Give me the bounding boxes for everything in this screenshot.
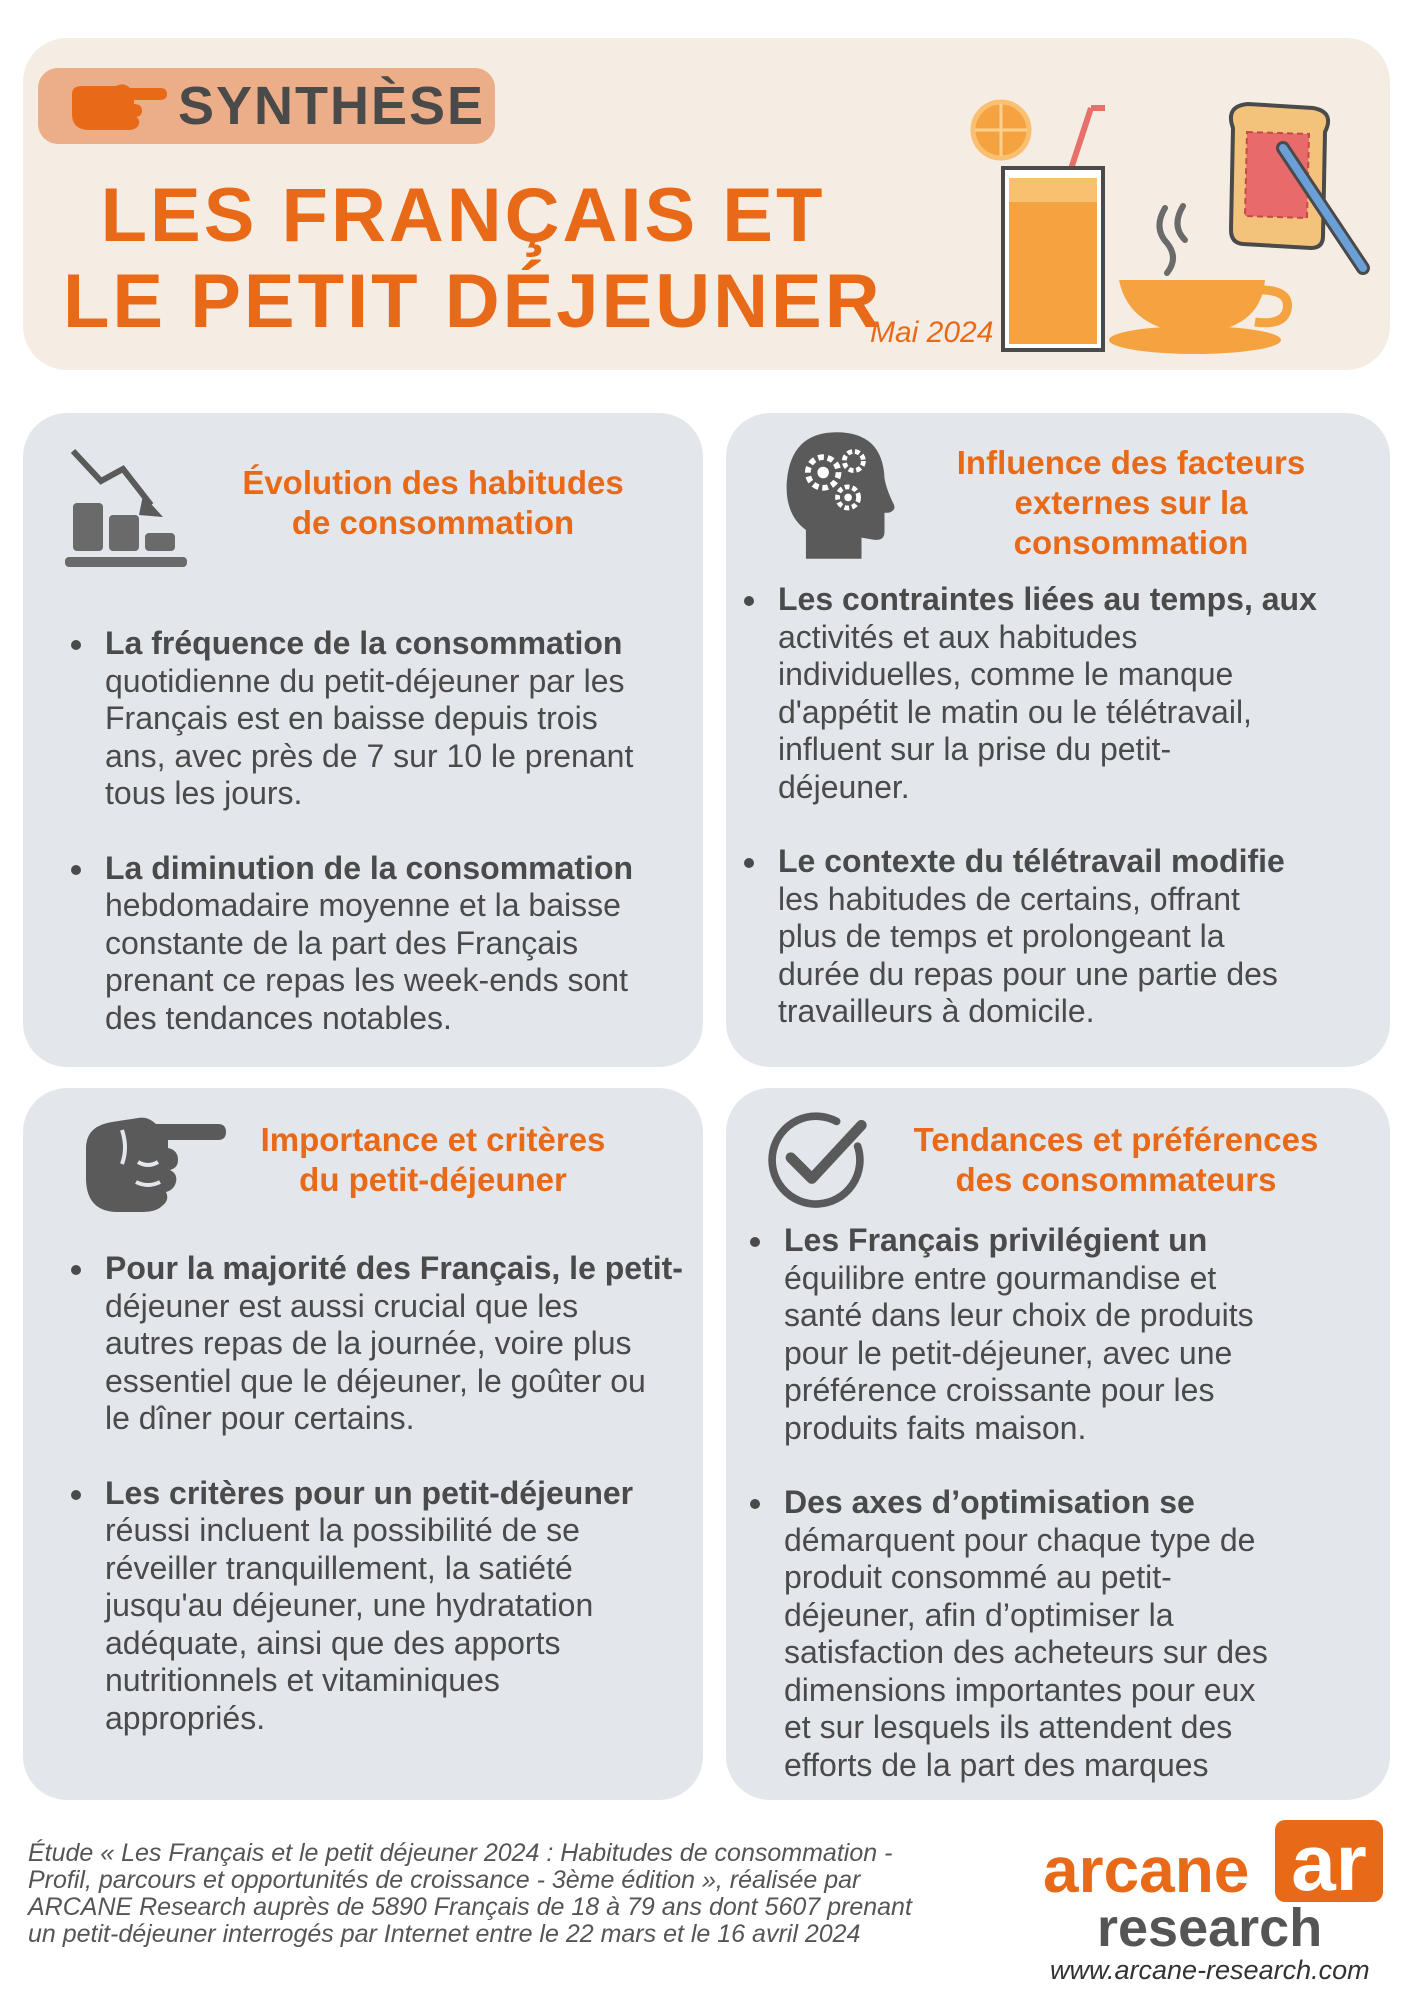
- bullet-list: [69, 625, 689, 1074]
- list-item: Pour la majorité des Français, le petit- déjeuner est aussi crucial que les autres repas de la journée, voire plus essentiel que le déjeuner, le goûter ou le dîner pour certains.: [69, 1250, 699, 1438]
- pointing-hand-icon: [68, 80, 168, 132]
- synthese-badge: [38, 68, 495, 144]
- card-title: Importance et critères du petit-déjeuner: [260, 1121, 606, 1198]
- bullet-list: [748, 1222, 1380, 1821]
- arcane-research-logo: [1035, 1820, 1385, 1955]
- list-item: La diminution de la consommation hebdomadaire moyenne et la baisse constante de la part des Français prenant ce repas les week-ends sont des tendances notables.: [69, 850, 689, 1038]
- list-item: Les critères pour un petit-déjeuner réussi incluent la possibilité de se réveiller tranquillement, la satiété jusqu'au déjeuner, une hydratation adéquate, ainsi que des apports nutritionnels et vitaminiques appropriés.: [69, 1475, 699, 1738]
- page-title: LES FRANÇAIS ET LE PETIT DÉJEUNER: [63, 173, 883, 344]
- breakfast-illustration: [943, 68, 1383, 358]
- card-title: Évolution des habitudes de consommation: [242, 464, 624, 541]
- study-source-note: Étude « Les Français et le petit déjeuner 2024 : Habitudes de consommation - Profil, parcours et opportunités de croissance - 3ème édition », réalisée par ARCANE Research auprès de 5890 Français de 18 à 79 ans dont 5607 prenant un petit-déjeuner interrogés par Internet entre le 22 mars et le 16 avril 2024: [28, 1839, 912, 1948]
- list-item: Des axes d’optimisation se démarquent pour chaque type de produit consommé au petit- déjeuner, afin d’optimiser la satisfaction des acheteurs sur des dimensions importantes pour eux et sur lesquels ils attendent des efforts de la part des marques: [748, 1484, 1380, 1784]
- logo-word-arcane: arcane: [1043, 1834, 1250, 1906]
- card-title: Influence des facteurs externes sur la consommation: [956, 444, 1306, 561]
- card-tendances-preferences: [726, 1088, 1390, 1800]
- logo-word-research: research: [1097, 1898, 1323, 1955]
- check-circle-icon: [766, 1108, 871, 1213]
- card-title: Tendances et préférences des consommateurs: [913, 1121, 1319, 1198]
- publication-date: Mai 2024: [870, 316, 994, 349]
- declining-bar-chart-icon: [63, 443, 193, 573]
- card-facteurs-externes: [726, 413, 1390, 1067]
- logo-mark: ar: [1291, 1820, 1367, 1907]
- toast-icon: [1231, 104, 1363, 268]
- website-link[interactable]: www.arcane-research.com: [1050, 1955, 1370, 1985]
- bullet-list: [742, 581, 1382, 1068]
- list-item: Les Français privilégient un équilibre entre gourmandise et santé dans leur choix de produits pour le petit-déjeuner, avec une préférence croissante pour les produits faits maison.: [748, 1222, 1380, 1447]
- list-item: Les contraintes liées au temps, aux activités et aux habitudes individuelles, comme le manque d'appétit le matin ou le télétravail, influent sur la prise du petit- déjeuner.: [742, 581, 1382, 806]
- synthese-label: SYNTHÈSE: [178, 76, 486, 136]
- bullet-list: [69, 1250, 699, 1774]
- juice-glass-icon: [973, 102, 1105, 350]
- card-importance-criteres: [23, 1088, 703, 1800]
- header-banner: [23, 38, 1390, 370]
- list-item: La fréquence de la consommation quotidienne du petit-déjeuner par les Français est en baisse depuis trois ans, avec près de 7 sur 10 le prenant tous les jours.: [69, 625, 689, 813]
- list-item: Le contexte du télétravail modifie les habitudes de certains, offrant plus de temps et prolongeant la durée du repas pour une partie des travailleurs à domicile.: [742, 843, 1382, 1031]
- pointing-hand-icon: [78, 1108, 228, 1218]
- head-gears-icon: [781, 428, 896, 563]
- card-evolution-habitudes: [23, 413, 703, 1067]
